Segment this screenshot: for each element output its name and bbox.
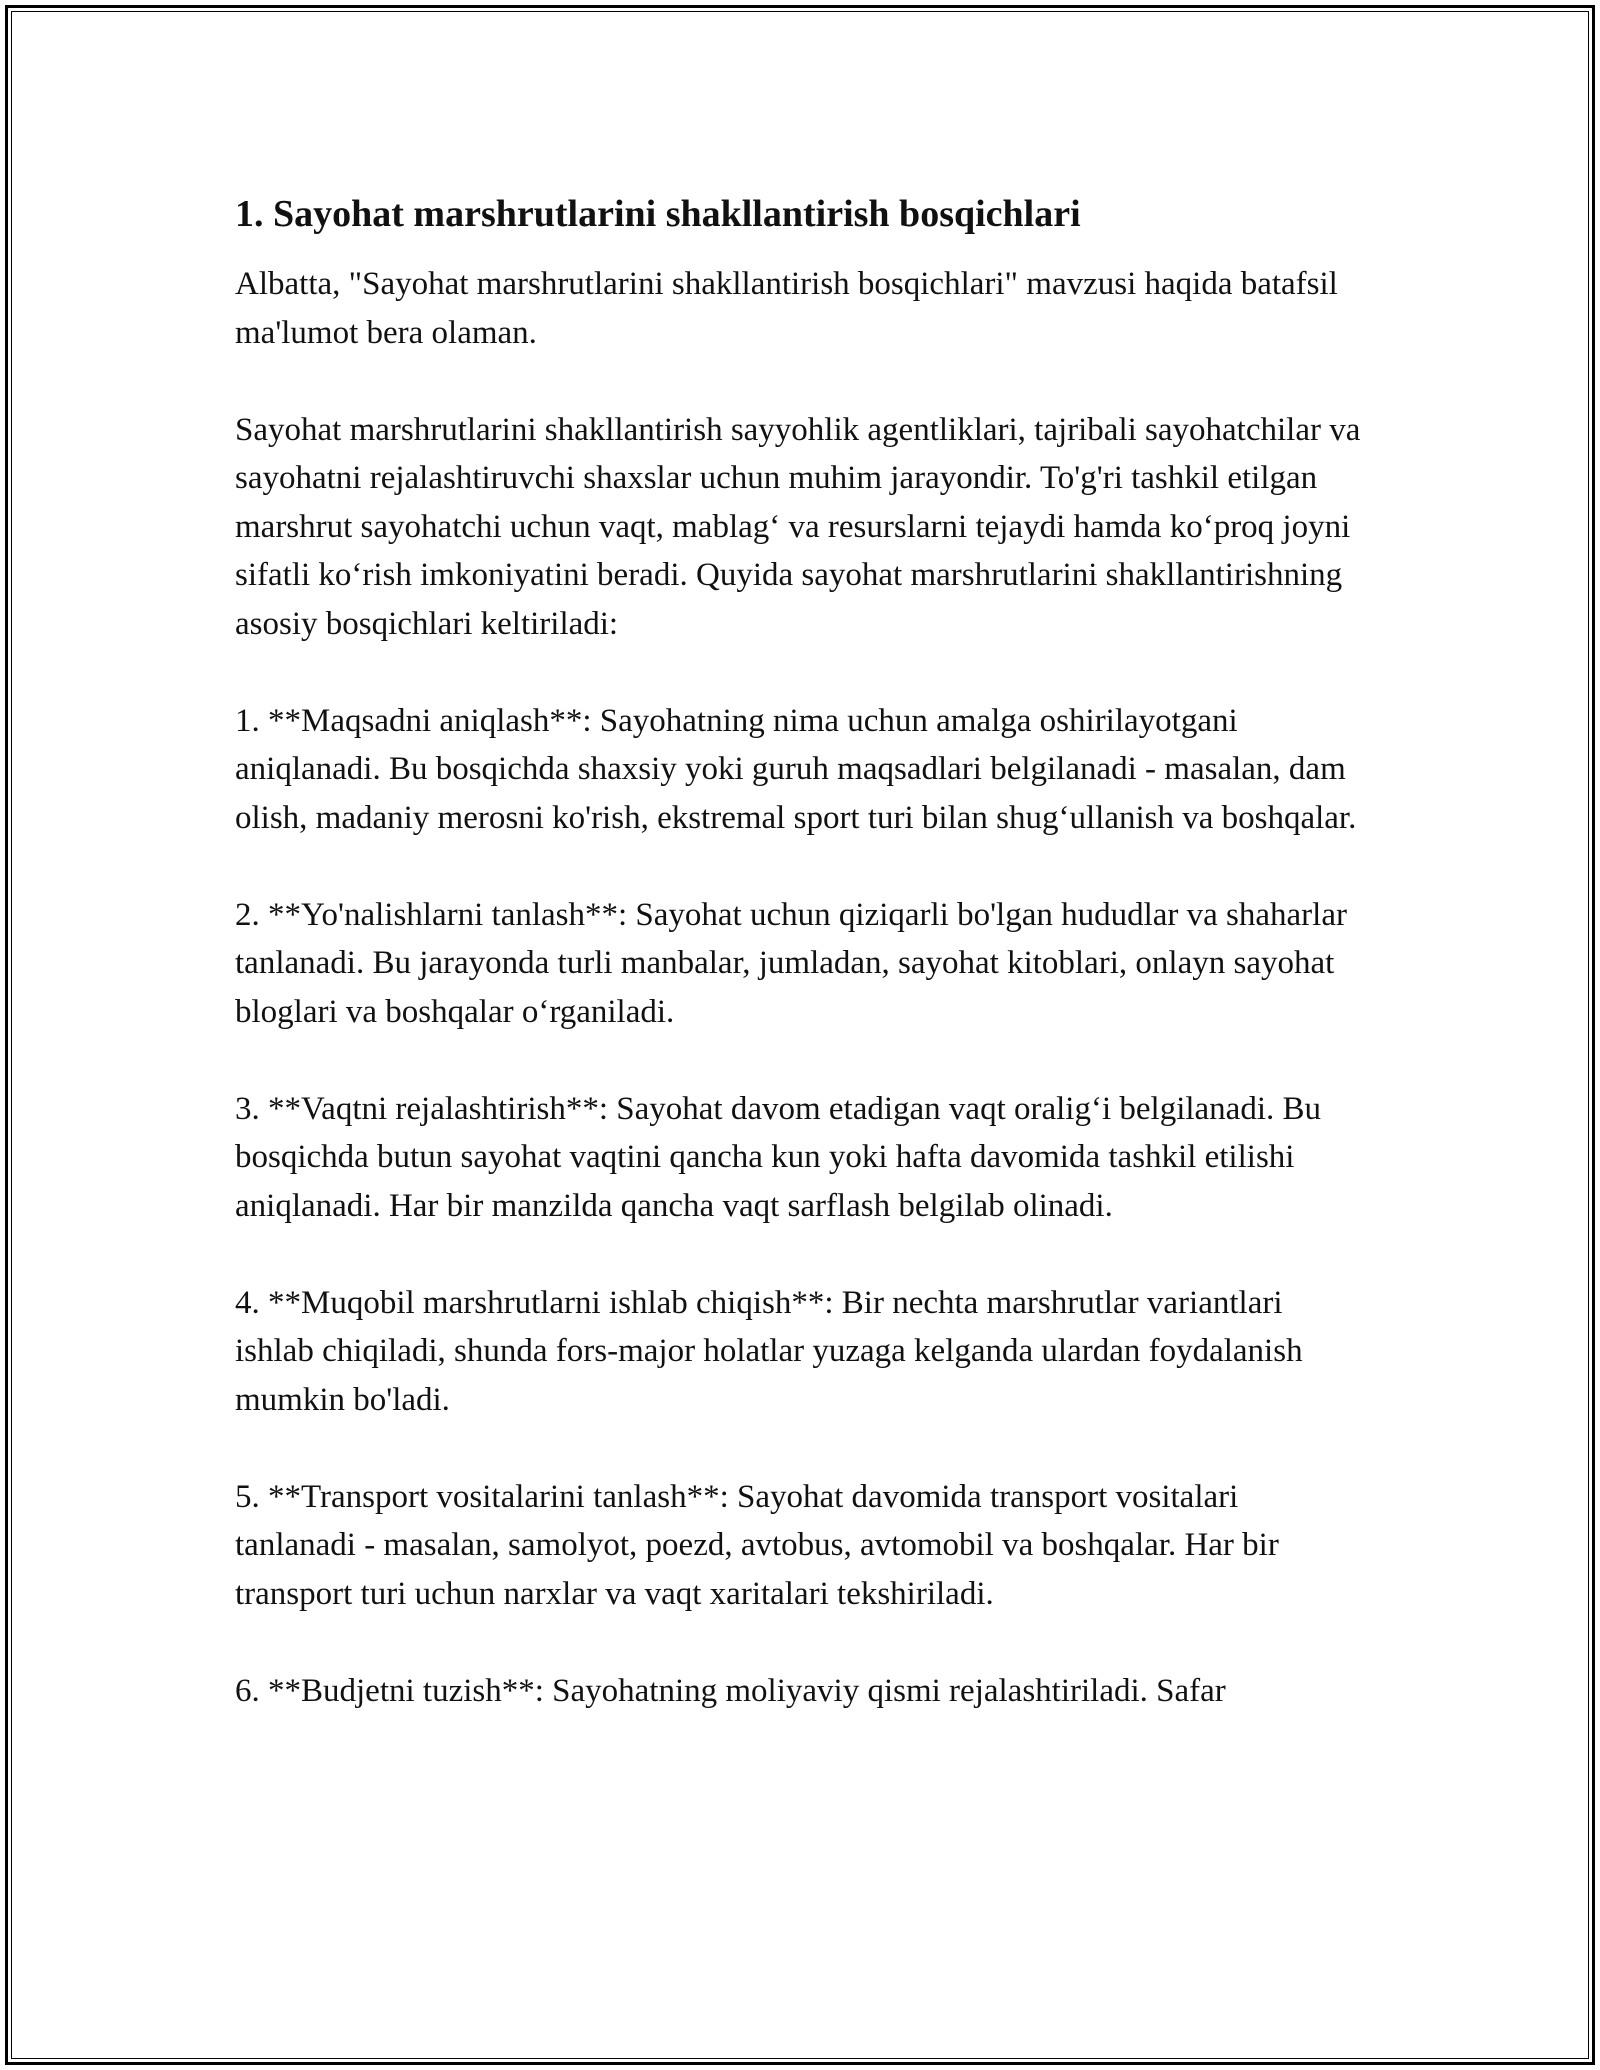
step-5-paragraph: 5. **Transport vositalarini tanlash**: Sayohat davomida transport vositalari tanlanadi - masalan, samolyot, poezd, avtobus, avtomobil va boshqalar. Har bir transport turi uchun narxlar va vaqt xaritalari tekshiriladi. bbox=[235, 1478, 1279, 1612]
step-3-paragraph: 3. **Vaqtni rejalashtirish**: Sayohat davom etadigan vaqt oralig‘i belgilanadi. Bu bosqichda butun sayohat vaqtini qancha kun yoki hafta davomida tashkil etilishi aniqlanadi. Har bir manzilda qancha vaqt sarflash belgilab olinadi. bbox=[235, 1090, 1322, 1224]
step-1-paragraph: 1. **Maqsadni aniqlash**: Sayohatning nima uchun amalga oshirilayotgani aniqlanadi. Bu bosqichda shaxsiy yoki guruh maqsadlari belgilanadi - masalan, dam olish, madaniy merosni ko'rish, ekstremal sport turi bilan shug‘ullanish va boshqalar. bbox=[235, 702, 1357, 836]
intro-paragraph: Albatta, "Sayohat marshrutlarini shakllantirish bosqichlari" mavzusi haqida batafsil ma'lumot bera olaman. bbox=[235, 266, 1338, 351]
step-2-paragraph: 2. **Yo'nalishlarni tanlash**: Sayohat uchun qiziqarli bo'lgan hududlar va shaharlar tanlanadi. Bu jarayonda turli manbalar, jumladan, sayohat kitoblari, onlayn sayohat bloglari va boshqalar o‘rganiladi. bbox=[235, 896, 1347, 1030]
overview-paragraph: Sayohat marshrutlarini shakllantirish sayyohlik agentliklari, tajribali sayohatchilar va sayohatni rejalashtiruvchi shaxslar uchun muhim jarayondir. To'g'ri tashkil etilgan marshrut sayohatchi uchun vaqt, mablag‘ va resurslarni tejaydi hamda ko‘proq joyni sifatli ko‘rish imkoniyatini beradi. Quyida sayohat marshrutlarini shakllantirishning asosiy bosqichlari keltiriladi: bbox=[235, 411, 1361, 642]
document-body bbox=[235, 188, 1365, 1715]
step-6-paragraph: 6. **Budjetni tuzish**: Sayohatning moliyaviy qismi rejalashtiriladi. Safar bbox=[235, 1672, 1226, 1709]
step-4-paragraph: 4. **Muqobil marshrutlarni ishlab chiqish**: Bir nechta marshrutlar variantlari ishlab chiqiladi, shunda fors-major holatlar yuzaga kelganda ulardan foydalanish mumkin bo'ladi. bbox=[235, 1284, 1303, 1418]
section-heading: 1. Sayohat marshrutlarini shakllantirish bosqichlari bbox=[235, 193, 1081, 235]
